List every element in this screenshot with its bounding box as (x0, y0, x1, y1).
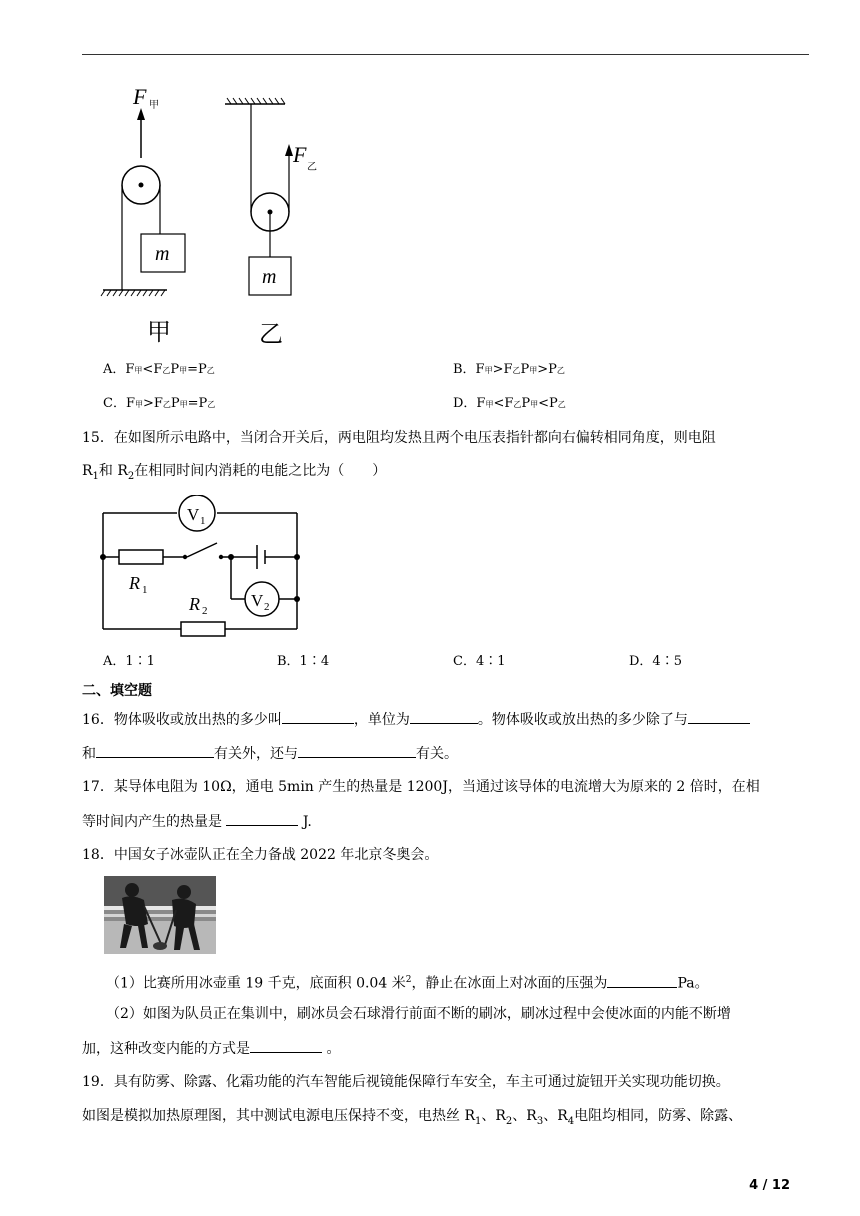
svg-text:1: 1 (200, 515, 206, 527)
q18-part2-line1: （2）如图为队员正在集训中，刷冰员会石球滑行前面不断的刷冰，刷冰过程中会使冰面的内能不断增 (106, 1006, 731, 1022)
q15-stem-line1: 15．在如图所示电路中，当闭合开关后，两电阻均发热且两个电压表指针都向右偏转相同角度，则电阻 (82, 430, 716, 446)
force-yi-sub: 乙 (307, 162, 317, 173)
force-yi-arrowhead (285, 144, 293, 156)
q16-line1: 16．物体吸收或放出热的多少叫 ，单位为 。物体吸收或放出热的多少除了与 (82, 709, 750, 730)
q16-line2: 和 有关外，还与 有关。 (82, 743, 458, 764)
q16-blank-4[interactable] (96, 743, 214, 758)
caption-yi: 乙 (259, 320, 283, 348)
force-jia-arrowhead (137, 108, 145, 120)
q14-option-d[interactable]: D．F甲<F乙P甲<P乙 (453, 396, 566, 411)
q14-option-b[interactable]: B．F甲>F乙P甲>P乙 (453, 362, 565, 377)
page-number: 4 / 12 (749, 1178, 790, 1193)
force-jia-label: F (133, 84, 147, 109)
q18-blank-1[interactable] (607, 973, 677, 988)
q17-line1: 17．某导体电阻为 10Ω，通电 5min 产生的热量是 1200J，当通过该导体的电流增大为原来的 2 倍时，在相 (82, 779, 760, 795)
section-title: 二、填空题 (82, 683, 152, 699)
svg-text:m: m (262, 266, 277, 288)
q15-stem-line2: $R_1$和 $R_2$在相同时间内消耗的电能之比为（ ） (82, 463, 387, 482)
svg-text:R: R (129, 573, 140, 593)
q15-option-a[interactable]: A．1∶1 (103, 654, 155, 669)
svg-text:V: V (251, 591, 264, 610)
q18-intro: 18．中国女子冰壶队正在全力备战 2022 年北京冬奥会。 (82, 847, 439, 863)
q15-option-d[interactable]: D．4∶5 (629, 654, 682, 669)
q14-option-c[interactable]: C．F甲>F乙P甲=P乙 (103, 396, 216, 411)
header-rule (82, 54, 809, 55)
svg-text:V: V (187, 505, 200, 524)
svg-text:1: 1 (142, 584, 148, 596)
q18-part2-line2: 加，这种改变内能的方式是 。 (82, 1038, 340, 1059)
svg-text:m: m (155, 243, 170, 265)
q19-line2: 如图是模拟加热原理图，其中测试电源电压保持不变，电热丝 $R_1$、$R_2$、$R_3$、$R_4$电阻均相同，防雾、除露、 (82, 1108, 743, 1127)
q17-blank[interactable] (226, 811, 298, 826)
pulley-figure (95, 82, 345, 352)
q16-blank-3[interactable] (688, 709, 750, 724)
q18-blank-2[interactable] (250, 1038, 322, 1053)
circuit-figure (95, 495, 310, 640)
force-yi-label: F (293, 142, 307, 167)
q15-option-b[interactable]: B．1∶4 (277, 654, 330, 669)
q14-option-a[interactable]: A．F甲<F乙P甲=P乙 (103, 362, 215, 377)
svg-text:2: 2 (264, 601, 270, 613)
force-jia-sub: 甲 (149, 100, 159, 111)
q16-blank-2[interactable] (410, 709, 478, 724)
curling-photo (104, 876, 216, 954)
q15-option-c[interactable]: C．4∶1 (453, 654, 506, 669)
q16-blank-5[interactable] (298, 743, 416, 758)
q16-blank-1[interactable] (282, 709, 354, 724)
caption-jia: 甲 (147, 318, 171, 346)
svg-text:2: 2 (202, 605, 208, 617)
svg-text:R: R (189, 594, 200, 614)
q17-line2: 等时间内产生的热量是 J. (82, 811, 312, 832)
q18-part1: （1）比赛所用冰壶重 19 千克，底面积 0.04 米$^2$，静止在冰面上对冰面的压强为 Pa。 (106, 970, 709, 994)
q19-line1: 19．具有防雾、除露、化霜功能的汽车智能后视镜能保障行车安全，车主可通过旋钮开关实现功能切换。 (82, 1074, 730, 1090)
